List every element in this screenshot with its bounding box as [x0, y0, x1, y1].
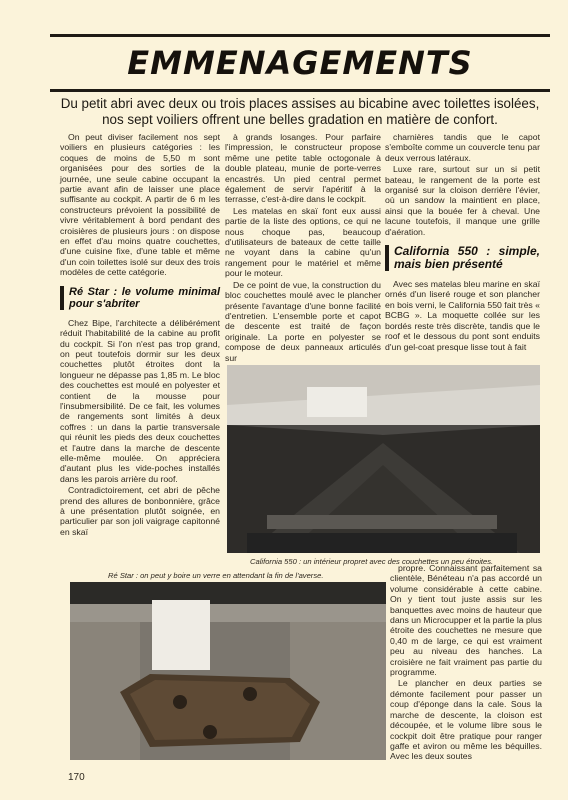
column-4 [390, 563, 542, 763]
col4-paragraph-2: Le plancher en deux parties se démonte facilement pour passer un coup d'éponge dans la cale. Sous la marche de descente, la cloison est découpée, et le volume libre sous le cockpit doit être pratique pour ranger gaffe et aviron ou même les béquilles. Avec les deux soutes [390, 678, 542, 762]
col1-paragraph-2: Chez Bipe, l'architecte a délibérément réduit l'habitabilité de la cabine au profit du cockpit. Si l'on n'est pas trop grand, on peut toutefois dormir sur les deux couchettes plutôt étroites dont la longueur ne dépasse pas 1,85 m. Le bloc des couchettes est moulé en polyester et contient de la mousse pour l'insubmersibilité. De ce fait, les volumes de rangements sont limités à deux coffres : un dans la partie transversale qui réunit les pieds des deux couchettes et l'autre dans la marche de descente elle-même moulée. On appréciera d'autant plus les vide-poches installés dans les parois arrière du roof. [60, 317, 220, 484]
col3-paragraph-1: charnières tandis que le capot s'emboîte comme un couvercle tenu par deux verrous latéraux. [385, 132, 540, 163]
caption-california: California 550 : un intérieur propret avec des couchettes un peu étroites. [250, 557, 494, 566]
page-number: 170 [68, 772, 85, 783]
col3-paragraph-3: Avec ses matelas bleu marine en skaï ornés d'un liseré rouge et son plancher en bois verni, le California 550 fait très « BCBG ». La moquette collée sur les bordés reste très discrète, tandis que le roof et le dessous du pont sont enduits d'un gel-coat presque lisse tout à fait [385, 279, 541, 352]
photo-re-star-interior [70, 582, 386, 760]
column-2 [225, 132, 381, 364]
subhead-re-star: Ré Star : le volume minimal pour s'abriter [60, 286, 220, 310]
col2-paragraph-2: Les matelas en skaï font eux aussi partie de la liste des options, ce qui ne nous choque pas, beaucoup d'utilisateurs de bateaux de cette taille ne voyant dans la cabine qu'un rangement pour le matériel et même pour le moteur. [225, 205, 381, 279]
col1-paragraph-3: Contradictoirement, cet abri de pêche prend des allures de bonbonnière, grâce à une présentation plutôt soignée, en particulier par son joli vaigrage capitonné en skaï [60, 485, 220, 537]
col2-paragraph-1: à grands losanges. Pour parfaire l'impression, le constructeur propose même une petite table octogonale à double plateau, munie de porte-verres encastrés. Un pied central permet également de servir l'apéritif à la terrasse, c'est-à-dire dans le cockpit. [225, 132, 381, 205]
title-banner [50, 34, 550, 92]
page-title: EMMENAGEMENTS [127, 44, 473, 82]
column-3 [385, 132, 540, 353]
col1-paragraph-1: On peut diviser facilement nos sept voiliers en plusieurs catégories : les coques de moins de 5,50 m sont organisées pour des sorties de la journée, une seule cabine occupant la partie avant afin de laisser une place suffisante au cockpit. A partir de 6 m les constructeurs prévoient la possibilité de vivre véritablement à bord pendant des croisières de plusieurs jours : on dispose en effet d'au moins quatre couchettes, d'une cuisine fixe, d'une table et même d'un coin toilettes isolé sur deux des trois modèles de cette catégorie. [60, 132, 220, 278]
col3-paragraph-2: Luxe rare, surtout sur un si petit bateau, le rangement de la porte est organisé sur la cloison derrière l'évier, où un sandow la maintient en place, ainsi que la bouée fer à cheval. Une lacune toutefois, il manque une grille d'aération. [385, 164, 540, 237]
intro-text: Du petit abri avec deux ou trois places assises au bicabine avec toilettes isolées, nos sept voiliers offrent une belles gradation en matière de confort. [60, 96, 540, 127]
photo-california-interior [227, 365, 540, 553]
caption-re-star: Ré Star : on peut y boire un verre en attendant la fin de l'averse. [108, 571, 324, 580]
column-1 [60, 132, 220, 538]
col4-paragraph-1: propre. Connaissant parfaitement sa clientèle, Bénéteau n'a pas accordé un volume considérable à cette cabine. On y tient tout juste assis sur les banquettes avec moins de hauteur que dans un Microcupper et la partie la plus étroite des couchettes ne mesure que 0,40 m de large, ce qui est vraiment peu au niveau des hanches. La croisière ne fait vraiment pas partie du programme. [390, 563, 542, 678]
col2-paragraph-3: De ce point de vue, la construction du bloc couchettes moulé avec le plancher présente l'avantage d'une bonne facilité d'entretien. L'ensemble porte et capot de descente est traité de façon originale. La porte en polyester se compose de deux panneaux articulés sur [225, 279, 381, 363]
subhead-california: California 550 : simple, mais bien présenté [385, 245, 540, 271]
